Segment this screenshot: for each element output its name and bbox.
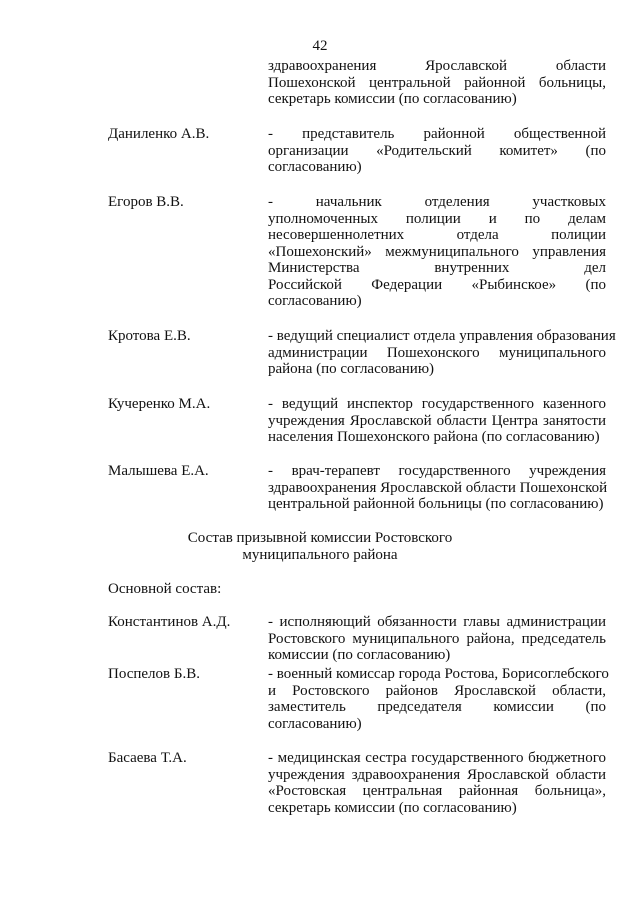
subheading: Основной состав: bbox=[108, 581, 222, 597]
text-line: района (по согласованию) bbox=[268, 361, 435, 377]
member-description bbox=[268, 463, 606, 513]
text-line: населения Пошехонского района (по согласованию) bbox=[268, 429, 600, 445]
text-line: и Ростовского районов Ярославской области, bbox=[268, 682, 606, 699]
member-name: Поспелов Б.В. bbox=[108, 666, 200, 682]
text-line: Министерства внутренних дел bbox=[268, 260, 606, 276]
text-line: согласованию) bbox=[268, 293, 362, 309]
member-description bbox=[268, 126, 606, 176]
member-name: Егоров В.В. bbox=[108, 194, 184, 210]
text-line: - ведущий специалист отдела управления образования bbox=[268, 328, 616, 344]
text-line: «Пошехонский» межмуниципального управления bbox=[268, 243, 606, 260]
text-line: учреждения здравоохранения Ярославской области bbox=[268, 766, 606, 783]
text-line: «Ростовская центральная районная больница», bbox=[268, 783, 606, 799]
text-line: учреждения Ярославской области Центра занятости bbox=[268, 412, 606, 429]
text-line: - врач-терапевт государственного учреждения bbox=[268, 463, 606, 479]
text-line: заместитель председателя комиссии (по bbox=[268, 699, 606, 715]
continuation-text bbox=[268, 58, 606, 108]
section-title-line-1: Состав призывной комиссии Ростовского bbox=[187, 530, 453, 546]
text-line: несовершеннолетних отдела полиции bbox=[268, 227, 606, 243]
text-line: - ведущий инспектор государственного казенного bbox=[268, 396, 606, 412]
text-line: центральной районной больницы (по согласованию) bbox=[268, 496, 604, 512]
text-line: согласованию) bbox=[268, 715, 362, 732]
text-line: администрации Пошехонского муниципального bbox=[268, 344, 606, 361]
text-line: секретарь комиссии (по согласованию) bbox=[268, 91, 517, 107]
page-number: 42 bbox=[312, 38, 328, 54]
text-line: комиссии (по согласованию) bbox=[268, 647, 451, 663]
text-line: - военный комиссар города Ростова, Борисоглебского bbox=[268, 666, 609, 682]
text-line: Пошехонской центральной районной больницы, bbox=[268, 74, 606, 91]
text-line: - исполняющий обязанности главы администрации bbox=[268, 614, 606, 630]
text-line: здравоохранения Ярославской области Пошехонской bbox=[268, 479, 608, 496]
section-title-line-2: муниципального района bbox=[242, 547, 398, 563]
text-line: уполномоченных полиции и по делам bbox=[268, 210, 606, 227]
member-name: Константинов А.Д. bbox=[108, 614, 231, 630]
member-description bbox=[268, 614, 606, 664]
member-description bbox=[268, 328, 616, 378]
text-line: организации «Родительский комитет» (по bbox=[268, 142, 606, 159]
member-description bbox=[268, 194, 606, 310]
member-name: Кротова Е.В. bbox=[108, 328, 191, 344]
member-name: Малышева Е.А. bbox=[108, 463, 209, 479]
text-line: секретарь комиссии (по согласованию) bbox=[268, 799, 517, 816]
member-description bbox=[268, 396, 606, 446]
member-name: Кучеренко М.А. bbox=[108, 396, 211, 412]
member-name: Басаева Т.А. bbox=[108, 750, 187, 766]
text-line: здравоохранения Ярославской области bbox=[268, 58, 606, 74]
text-line: - медицинская сестра государственного бюджетного bbox=[268, 750, 606, 766]
member-description bbox=[268, 750, 606, 816]
text-line: - начальник отделения участковых bbox=[268, 194, 606, 210]
text-line: согласованию) bbox=[268, 159, 362, 175]
member-name: Даниленко А.В. bbox=[108, 126, 210, 142]
member-description bbox=[268, 666, 609, 732]
text-line: Ростовского муниципального района, председатель bbox=[268, 630, 606, 647]
text-line: - представитель районной общественной bbox=[268, 126, 606, 142]
text-line: Российской Федерации «Рыбинское» (по bbox=[268, 276, 606, 293]
